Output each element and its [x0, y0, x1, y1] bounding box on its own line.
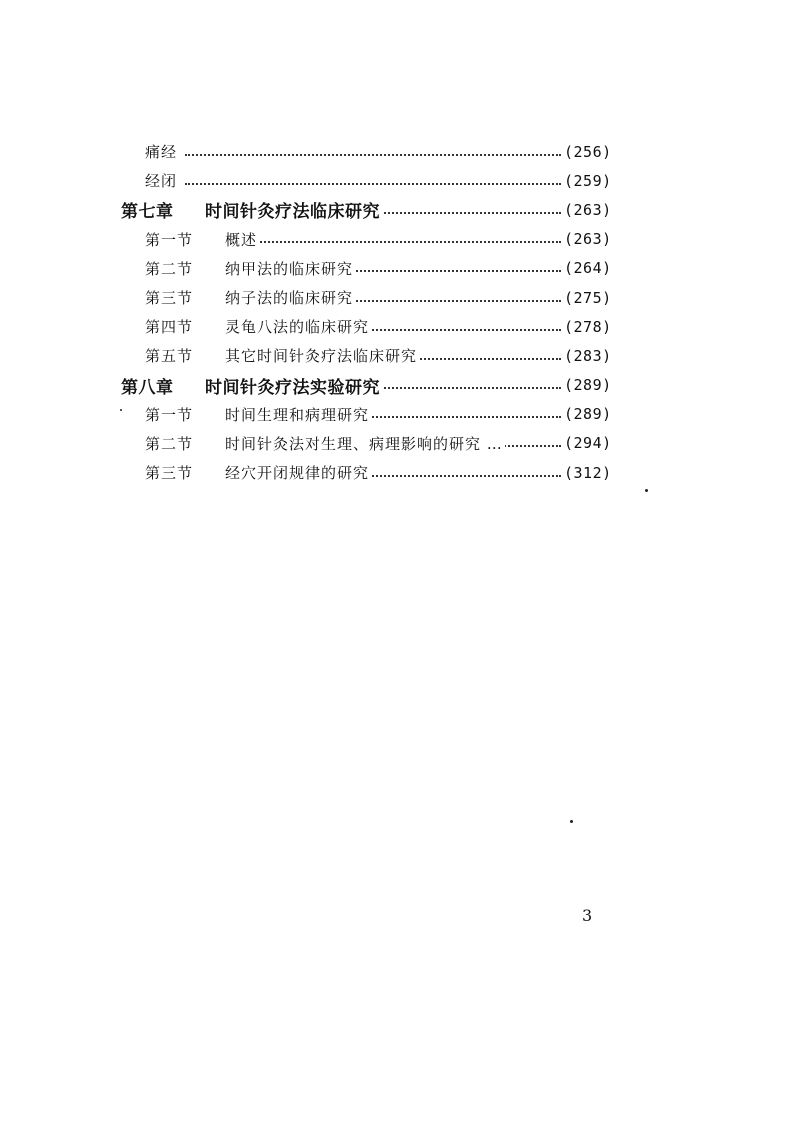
- toc-label: [121, 197, 382, 222]
- leader-dots: [185, 154, 561, 156]
- scan-speck: [645, 489, 648, 492]
- section-number: 第二节: [145, 434, 194, 453]
- toc-page-ref: (263): [564, 200, 612, 219]
- toc-title: 概述: [225, 230, 258, 249]
- toc-title: 时间生理和病理研究: [225, 405, 370, 424]
- toc-page-ref: (294): [564, 434, 612, 453]
- section-number: 第五节: [145, 347, 194, 366]
- toc-page-ref: (264): [564, 259, 612, 278]
- toc-page-ref: (275): [564, 288, 612, 307]
- toc-title: 时间针灸法对生理、病理影响的研究 …: [225, 434, 503, 453]
- toc-title: 时间针灸疗法实验研究: [205, 377, 380, 398]
- toc-label: [145, 258, 355, 279]
- toc-label: [121, 373, 382, 398]
- toc-page-ref: (289): [564, 376, 612, 395]
- toc-title: 纳甲法的临床研究: [225, 259, 354, 278]
- toc-entry-row: [0, 400, 793, 429]
- toc-entry-row: [0, 225, 793, 254]
- toc-title: 经穴开闭规律的研究: [225, 464, 370, 483]
- toc-page-ref: (312): [564, 463, 612, 482]
- toc-label: [145, 404, 371, 425]
- section-number: 第四节: [145, 318, 194, 337]
- toc-title: 痛经: [145, 143, 178, 162]
- chapter-number: 第七章: [121, 202, 174, 223]
- toc-label: [145, 316, 371, 337]
- toc-entry-row: [0, 341, 793, 370]
- toc-page-ref: (283): [564, 346, 612, 365]
- leader-dots: [185, 183, 561, 185]
- toc-page-ref: (259): [564, 171, 612, 190]
- scan-speck: [570, 820, 573, 823]
- section-number: 第一节: [145, 230, 194, 249]
- toc-entry-row: [0, 458, 793, 487]
- toc-label: [145, 462, 371, 483]
- toc-label: [145, 287, 355, 308]
- toc-entry-row: [0, 254, 793, 283]
- toc-chapter-row: [0, 371, 793, 400]
- section-number: 第三节: [145, 464, 194, 483]
- toc-entry-row: [0, 166, 793, 195]
- toc-title: 经闭: [145, 172, 178, 191]
- toc-page-ref: (256): [564, 142, 612, 161]
- table-of-contents: [0, 137, 793, 487]
- scan-speck: [120, 409, 122, 411]
- toc-page-ref: (278): [564, 317, 612, 336]
- toc-entry-row: [0, 312, 793, 341]
- toc-label: [145, 229, 259, 250]
- section-number: 第三节: [145, 289, 194, 308]
- toc-label: [145, 345, 419, 366]
- toc-title: 其它时间针灸疗法临床研究: [225, 347, 418, 366]
- toc-entry-row: [0, 429, 793, 458]
- page-number: 3: [582, 906, 593, 925]
- toc-title: 纳子法的临床研究: [225, 289, 354, 308]
- toc-label: [145, 141, 179, 162]
- toc-title: 灵龟八法的临床研究: [225, 318, 370, 337]
- section-number: 第二节: [145, 259, 194, 278]
- section-number: 第一节: [145, 405, 194, 424]
- toc-title: 时间针灸疗法临床研究: [205, 202, 380, 223]
- chapter-number: 第八章: [121, 377, 174, 398]
- toc-entry-row: [0, 137, 793, 166]
- toc-label: [145, 170, 179, 191]
- toc-entry-row: [0, 283, 793, 312]
- toc-chapter-row: [0, 195, 793, 224]
- toc-label: [145, 433, 505, 454]
- toc-page-ref: (263): [564, 230, 612, 249]
- toc-page-ref: (289): [564, 405, 612, 424]
